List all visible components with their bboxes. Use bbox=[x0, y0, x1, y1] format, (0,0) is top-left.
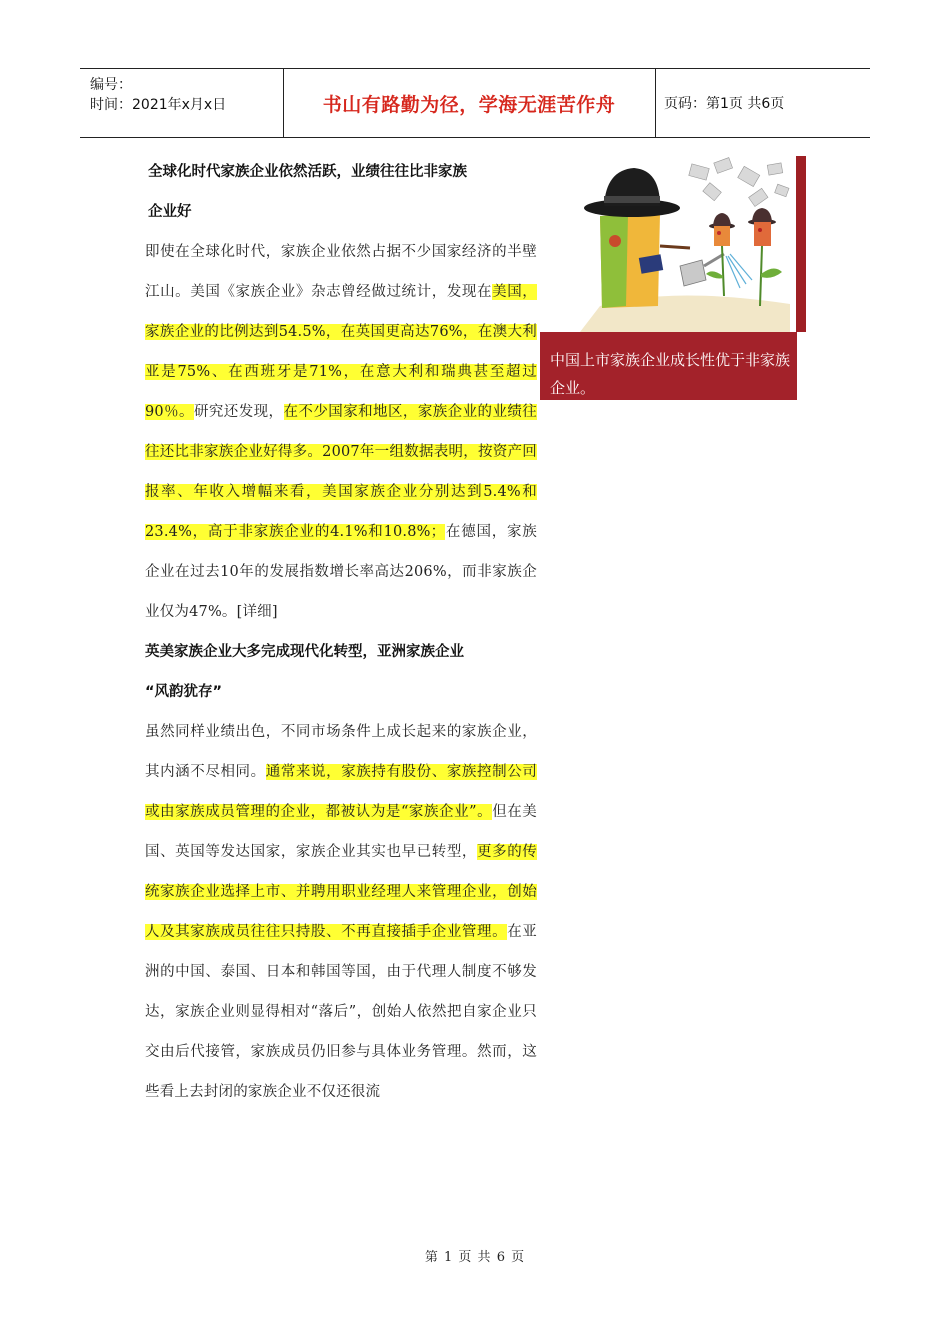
header-meta bbox=[90, 75, 226, 115]
date-label: 时间：2021年x月x日 bbox=[90, 97, 227, 113]
heading-line: 英美家族企业大多完成现代化转型，亚洲家族企业 bbox=[145, 644, 464, 660]
paragraph bbox=[145, 232, 537, 632]
highlighted-text: 通常来说，家族持有股份、家族控制公司或由家族成员管理的企业，都被认为是“家族企业”。 bbox=[145, 764, 537, 820]
number-label: 编号： bbox=[90, 77, 132, 93]
section-heading bbox=[145, 152, 537, 232]
header-divider bbox=[655, 69, 656, 137]
document-header bbox=[80, 68, 870, 138]
text-run: 但在美国、英国等发达国家，家族企业其实也早已转型， bbox=[145, 804, 537, 860]
text-run: 即使在全球化时代，家族企业依然占据不少国家经济的半壁江山。美国《家族企业》杂志曾经做过统计，发现在 bbox=[145, 244, 537, 300]
page-footer: 第 1 页 共 6 页 bbox=[424, 1250, 526, 1265]
header-motto: 书山有路勤为径，学海无涯苦作舟 bbox=[322, 93, 616, 116]
accent-bar bbox=[796, 156, 806, 332]
highlighted-text: 更多的传统家族企业选择上市、并聘用职业经理人来管理企业，创始人及其家族成员往往只持股、不再直接插手企业管理。 bbox=[145, 844, 537, 940]
text-run: 在德国，家族企业在过去10年的发展指数增长率高达206%，而非家族企业仅为47%。[详细] bbox=[145, 524, 538, 620]
image-caption: 中国上市家族企业成长性优于非家族企业。 bbox=[540, 332, 797, 400]
paragraph bbox=[145, 712, 537, 1112]
illustration bbox=[540, 156, 806, 332]
page-counter: 页码：第1页 共6页 bbox=[664, 96, 785, 112]
heading-line: 企业好 bbox=[148, 204, 192, 220]
highlighted-text: 美国，家族企业的比例达到54.5%，在英国更高达76%，在澳大利亚是75%、在西班牙是71%，在意大利和瑞典甚至超过90％。 bbox=[145, 284, 537, 420]
illustration-drawing bbox=[540, 156, 806, 332]
text-run: 虽然同样业绩出色，不同市场条件上成长起来的家族企业，其内涵不尽相同。 bbox=[145, 724, 537, 780]
text-run: 研究还发现， bbox=[193, 404, 284, 420]
article-body bbox=[145, 152, 537, 1112]
section-heading bbox=[145, 632, 537, 712]
text-run: 在亚洲的中国、泰国、日本和韩国等国，由于代理人制度不够发达，家族企业则显得相对“落后”，创始人依然把自家企业只交由后代接管，家族成员仍旧参与具体业务管理。然而，这些看上去封闭的家族企业不仅还很流 bbox=[145, 924, 537, 1100]
heading-line: 全球化时代家族企业依然活跃，业绩往往比非家族 bbox=[148, 164, 467, 180]
highlighted-text: 在不少国家和地区，家族企业的业绩往往还比非家族企业好得多。2007年一组数据表明，按资产回报率、年收入增幅来看，美国家族企业分别达到5.4%和23.4%，高于非家族企业的4.1%和10.8%； bbox=[145, 404, 537, 540]
heading-line: “风韵犹存” bbox=[145, 684, 223, 700]
